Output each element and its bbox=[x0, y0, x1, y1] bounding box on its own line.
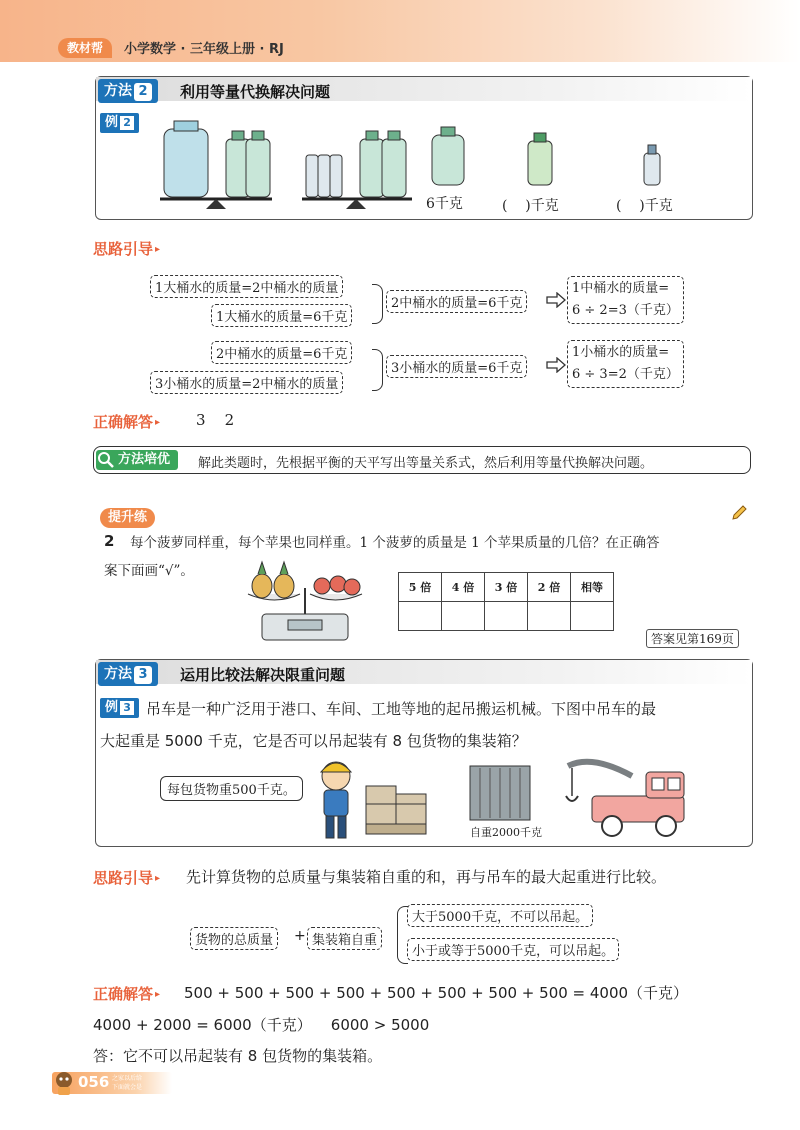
container-illustration bbox=[468, 764, 532, 822]
method2-num: 2 bbox=[134, 83, 152, 101]
magnifier-icon bbox=[96, 450, 116, 470]
reasoning1-result2-line2: 6 ÷ 3=2（千克） bbox=[572, 367, 679, 382]
crane-truck-illustration bbox=[562, 756, 692, 842]
method3-label: 方法 bbox=[104, 666, 132, 682]
choice-option-3x: 3 倍 bbox=[485, 573, 528, 602]
reasoning1-box4: 3小桶水的质量=2中桶水的质量 bbox=[150, 371, 343, 394]
answer1-heading: 正确解答 ▸ bbox=[93, 413, 161, 431]
medium-bottle-weight: ( )千克 bbox=[502, 198, 559, 214]
footer-note2: 下面就会是 bbox=[112, 1084, 143, 1091]
reasoning1-heading-text: 思路引导 bbox=[93, 240, 154, 258]
reasoning2-box-cargo: 货物的总质量 bbox=[190, 927, 278, 950]
choice-cell-5x[interactable] bbox=[399, 602, 442, 631]
method3-title: 运用比较法解决限重问题 bbox=[180, 666, 346, 684]
choice-option-equal: 相等 bbox=[571, 573, 614, 602]
method2-tag bbox=[98, 79, 158, 103]
choice-option-5x: 5 倍 bbox=[399, 573, 442, 602]
reasoning1-mid1: 2中桶水的质量=6千克 bbox=[386, 290, 527, 313]
reasoning1-bracket1 bbox=[372, 284, 383, 324]
medium-bottle bbox=[526, 131, 554, 187]
brand-tag: 教材帮 bbox=[58, 38, 112, 58]
reasoning1-result2-line1: 1小桶水的质量= bbox=[572, 345, 670, 360]
choice-cell-3x[interactable] bbox=[485, 602, 528, 631]
example3-tag bbox=[100, 698, 139, 718]
worker-and-cargo-illustration bbox=[312, 756, 442, 842]
practice-num: 2 bbox=[104, 532, 115, 550]
reasoning1-mid2: 3小桶水的质量=6千克 bbox=[386, 355, 527, 378]
page-number: 056 bbox=[78, 1073, 110, 1091]
method2-title: 利用等量代换解决问题 bbox=[180, 83, 331, 101]
example3-label: 例 bbox=[105, 700, 119, 715]
method3-tag bbox=[98, 662, 158, 686]
method3-problem-line1: 吊车是一种广泛用于港口、车间、工地等地的起吊搬运机械。下图中吊车的最 bbox=[146, 700, 657, 718]
reasoning2-heading: 思路引导 ▸ bbox=[93, 869, 161, 887]
choice-answer-row bbox=[399, 602, 614, 631]
reasoning1-bracket2 bbox=[372, 349, 383, 391]
speech-bubble: 每包货物重500千克。 bbox=[160, 776, 303, 801]
answer-reference: 答案见第169页 bbox=[646, 629, 739, 648]
choice-option-2x: 2 倍 bbox=[528, 573, 571, 602]
balance-scales-illustration bbox=[156, 119, 456, 211]
tip-text: 解此类题时，先根据平衡的天平写出等量关系式，然后利用等量代换解决问题。 bbox=[198, 456, 654, 471]
reasoning1-result1 bbox=[567, 276, 684, 324]
plus-sign: + bbox=[294, 928, 306, 944]
example2-tag bbox=[100, 113, 139, 133]
reasoning1-result1-line2: 6 ÷ 2=3（千克） bbox=[572, 303, 679, 318]
big-bottle-weight: 6千克 bbox=[426, 196, 463, 212]
choice-option-4x: 4 倍 bbox=[442, 573, 485, 602]
example2-label: 例 bbox=[105, 115, 119, 130]
pencil-icon bbox=[730, 504, 748, 522]
choice-cell-equal[interactable] bbox=[571, 602, 614, 631]
reasoning1-box3: 2中桶水的质量=6千克 bbox=[211, 341, 352, 364]
arrow-right-icon bbox=[546, 357, 566, 373]
reasoning2-option-under: 小于或等于5000千克，可以吊起。 bbox=[407, 938, 619, 961]
method2-label: 方法 bbox=[104, 83, 132, 99]
container-weight-label: 自重2000千克 bbox=[470, 826, 542, 839]
method3-box bbox=[95, 659, 753, 847]
book-title: 小学数学 · 三年级上册 · RJ bbox=[124, 42, 284, 57]
footer-note1: 之家以后给 bbox=[112, 1075, 143, 1082]
reasoning1-heading: 思路引导 ▸ bbox=[93, 240, 161, 258]
practice-question-line1: 每个菠萝同样重，每个苹果也同样重。1 个菠萝的质量是 1 个苹果质量的几倍？在正确答 bbox=[130, 535, 660, 551]
answer1-text: 3 2 bbox=[196, 411, 235, 429]
practice-question-line2: 案下面画“√”。 bbox=[104, 563, 194, 579]
answer2-heading: 正确解答 ▸ bbox=[93, 985, 161, 1003]
method3-problem-line2: 大起重是 5000 千克，它是否可以吊起装有 8 包货物的集装箱？ bbox=[100, 732, 527, 750]
practice-label: 提升练 bbox=[108, 510, 148, 525]
choice-cell-2x[interactable] bbox=[528, 602, 571, 631]
method2-box bbox=[95, 76, 753, 220]
reasoning1-box1: 1大桶水的质量=2中桶水的质量 bbox=[150, 275, 343, 298]
answer2-line3: 答：它不可以吊起装有 8 包货物的集装箱。 bbox=[93, 1047, 383, 1065]
choice-header-row bbox=[399, 573, 614, 602]
reasoning2-box-container: 集装箱自重 bbox=[307, 927, 382, 950]
practice-tag bbox=[100, 508, 155, 528]
answer1-heading-text: 正确解答 bbox=[93, 413, 154, 431]
reasoning1-result2 bbox=[567, 340, 684, 388]
answer2-line1: 500 + 500 + 500 + 500 + 500 + 500 + 500 + 500 = 4000（千克） bbox=[184, 984, 689, 1002]
scale-2 bbox=[302, 131, 412, 209]
example2-num: 2 bbox=[120, 116, 134, 130]
fruit-scale-illustration bbox=[240, 558, 370, 642]
arrow-right-icon bbox=[546, 292, 566, 308]
example3-num: 3 bbox=[120, 701, 134, 715]
choice-table bbox=[398, 572, 614, 631]
method3-num: 3 bbox=[134, 666, 152, 684]
answer2-line2: 4000 + 2000 = 6000（千克） 6000 > 5000 bbox=[93, 1016, 430, 1034]
reasoning2-option-over: 大于5000千克，不可以吊起。 bbox=[407, 904, 593, 927]
mascot-icon bbox=[52, 1070, 76, 1096]
answer2-heading-text: 正确解答 bbox=[93, 985, 154, 1003]
scale-1 bbox=[160, 121, 272, 209]
header-bar bbox=[0, 0, 800, 62]
tip-label: 方法培优 bbox=[118, 452, 171, 467]
reasoning2-heading-text: 思路引导 bbox=[93, 869, 154, 887]
reasoning1-result1-line1: 1中桶水的质量= bbox=[572, 281, 670, 296]
small-bottle bbox=[642, 143, 662, 187]
choice-cell-4x[interactable] bbox=[442, 602, 485, 631]
small-bottle-weight: ( )千克 bbox=[616, 198, 673, 214]
reasoning2-text: 先计算货物的总质量与集装箱自重的和，再与吊车的最大起重进行比较。 bbox=[186, 868, 667, 886]
big-bottle bbox=[430, 125, 466, 187]
reasoning1-box2: 1大桶水的质量=6千克 bbox=[211, 304, 352, 327]
